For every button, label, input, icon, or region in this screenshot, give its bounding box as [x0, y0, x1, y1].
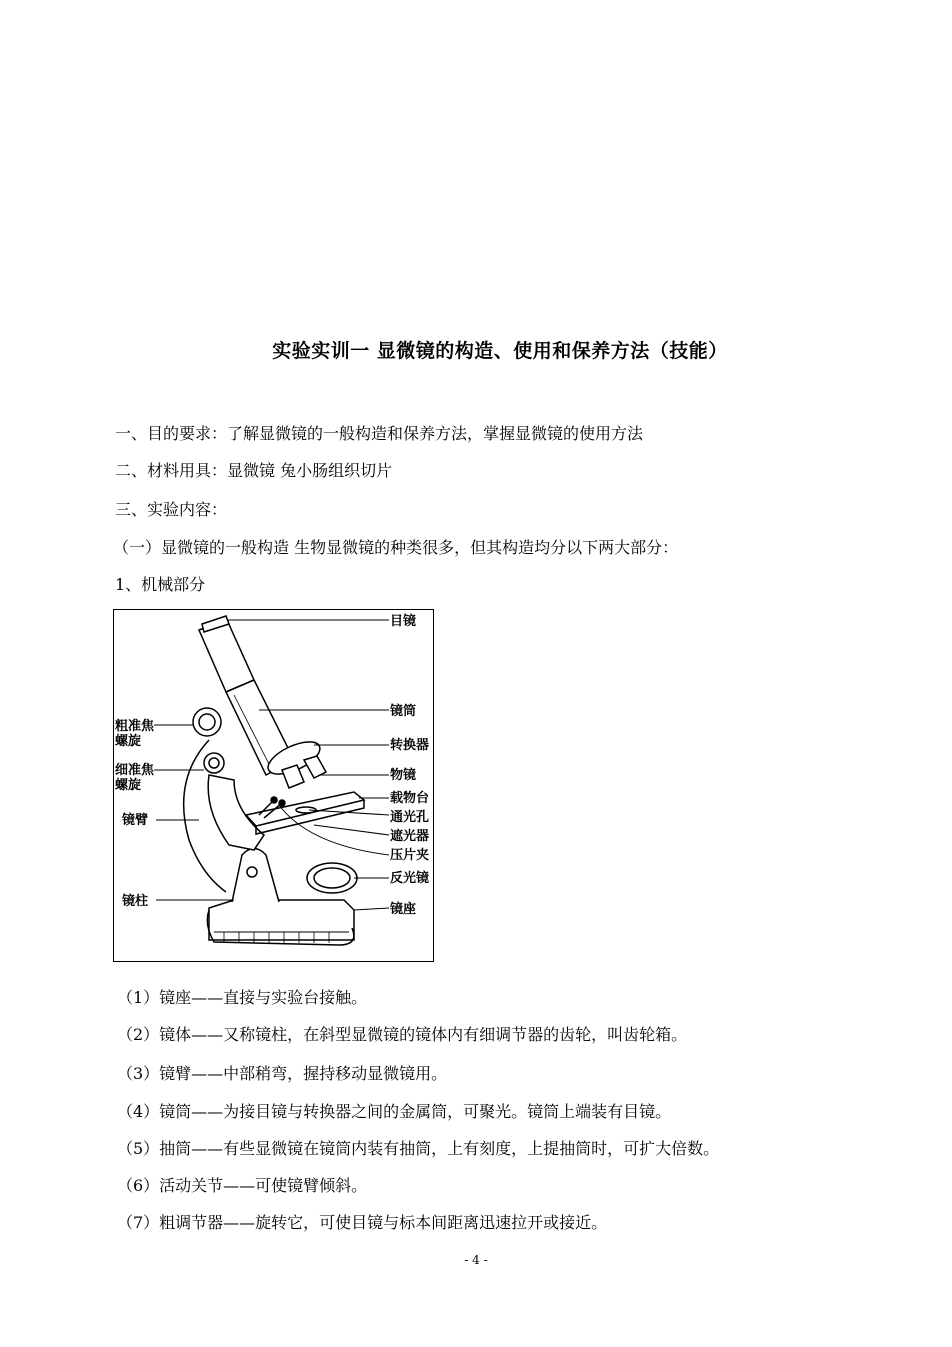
list-item: （7）粗调节器——旋转它，可使目镜与标本间距离迅速拉开或接近。 [117, 1213, 608, 1232]
label-aperture: 通光孔 [390, 810, 430, 825]
content-heading: 三、实验内容： [115, 500, 228, 519]
label-fine-1: 细准焦 [115, 763, 155, 778]
list-item: （2）镜体——又称镜柱，在斜型显微镜的镜体内有细调节器的齿轮，叫齿轮箱。 [117, 1025, 688, 1044]
label-diaphragm: 遮光器 [390, 829, 430, 844]
list-item: （3）镜臂——中部稍弯，握持移动显微镜用。 [117, 1064, 448, 1083]
label-coarse-1: 粗准焦 [115, 719, 155, 734]
label-nosepiece: 转换器 [390, 738, 430, 753]
label-stage: 载物台 [390, 791, 430, 806]
label-fine-2: 螺旋 [115, 778, 142, 793]
label-eyepiece: 目镜 [390, 614, 417, 629]
label-arm: 镜臂 [122, 813, 149, 828]
label-objective: 物镜 [390, 768, 417, 783]
mechanical-heading: 1、机械部分 [115, 575, 206, 594]
label-base: 镜座 [390, 902, 417, 917]
microscope-illustration [114, 610, 435, 963]
label-pillar: 镜柱 [122, 894, 149, 909]
microscope-figure [113, 609, 434, 962]
list-item: （4）镜筒——为接目镜与转换器之间的金属筒，可聚光。镜筒上端装有目镜。 [117, 1102, 672, 1121]
page-title: 实验实训一 显微镜的构造、使用和保养方法（技能） [272, 340, 728, 362]
label-mirror: 反光镜 [390, 871, 430, 886]
label-clip: 压片夹 [390, 848, 430, 863]
label-coarse-2: 螺旋 [115, 734, 142, 749]
structure-intro: （一）显微镜的一般构造 生物显微镜的种类很多，但其构造均分以下两大部分： [113, 538, 679, 557]
list-item: （1）镜座——直接与实验台接触。 [117, 988, 368, 1007]
objective-line: 一、目的要求：了解显微镜的一般构造和保养方法，掌握显微镜的使用方法 [115, 424, 644, 443]
list-item: （6）活动关节——可使镜臂倾斜。 [117, 1176, 368, 1195]
page-number: - 4 - [464, 1253, 488, 1267]
materials-line: 二、材料用具：显微镜 兔小肠组织切片 [115, 461, 393, 480]
list-item: （5）抽筒——有些显微镜在镜筒内装有抽筒，上有刻度，上提抽筒时，可扩大倍数。 [117, 1139, 720, 1158]
label-tube: 镜筒 [390, 704, 417, 719]
